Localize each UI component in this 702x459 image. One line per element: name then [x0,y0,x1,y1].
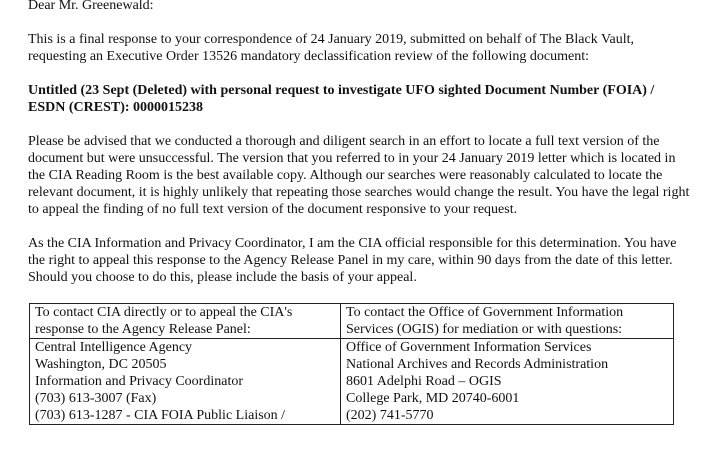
salutation: Dear Mr. Greenewald: [28,0,154,13]
ogis-contact-header: To contact the Office of Government Information Services (OGIS) for mediation or with questions: [341,304,674,339]
cia-contact-details [30,339,341,425]
cia-contact-line: (703) 613-3007 (Fax) [35,391,157,406]
paragraph-search-result: Please be advised that we conducted a thorough and diligent search in an effort to locate a full text version of the document but were unsuccessful. The version that you referred to in your 24 January 2019 letter which is located in the CIA Reading Room is the best available copy. Although our searches were reasonably calculated to locate the relevant document, it is highly unlikely that repeating those searches would change the result. You have the legal right to appeal the finding of no full text version of the document responsive to your request. [28,134,690,217]
ogis-contact-line: National Archives and Records Administration [346,357,609,372]
cia-contact-header: To contact CIA directly or to appeal the CIA's response to the Agency Release Panel: [30,304,341,339]
contacts-detail-row [30,339,674,425]
ogis-contact-line: College Park, MD 20740-6001 [346,391,520,406]
contacts-table [29,303,674,425]
contacts-header-row [30,304,674,339]
paragraph-appeal-rights: As the CIA Information and Privacy Coordinator, I am the CIA official responsible for this determination. You have the right to appeal this response to the Agency Release Panel in my care, within 90 days from the date of this letter. Should you choose to do this, please include the basis of your appeal. [28,236,677,285]
cia-contact-line: Central Intelligence Agency [35,340,193,355]
ogis-contact-line: 8601 Adelphi Road – OGIS [346,374,502,389]
paragraph-request: This is a final response to your correspondence of 24 January 2019, submitted on behalf of The Black Vault, requesting an Executive Order 13526 mandatory declassification review of the following document: [28,32,635,64]
ogis-contact-details [341,339,674,425]
ogis-contact-line: (202) 741-5770 [346,408,434,423]
ogis-contact-line: Office of Government Information Services [346,340,592,355]
letter-page [28,0,690,425]
cia-contact-line: Information and Privacy Coordinator [35,374,244,389]
cia-contact-line: Washington, DC 20505 [35,357,167,372]
cia-contact-line: (703) 613-1287 - CIA FOIA Public Liaison / [35,408,286,423]
document-title: Untitled (23 Sept (Deleted) with personal request to investigate UFO sighted Document Number (FOIA) / ESDN (CREST): 0000015238 [28,83,655,115]
